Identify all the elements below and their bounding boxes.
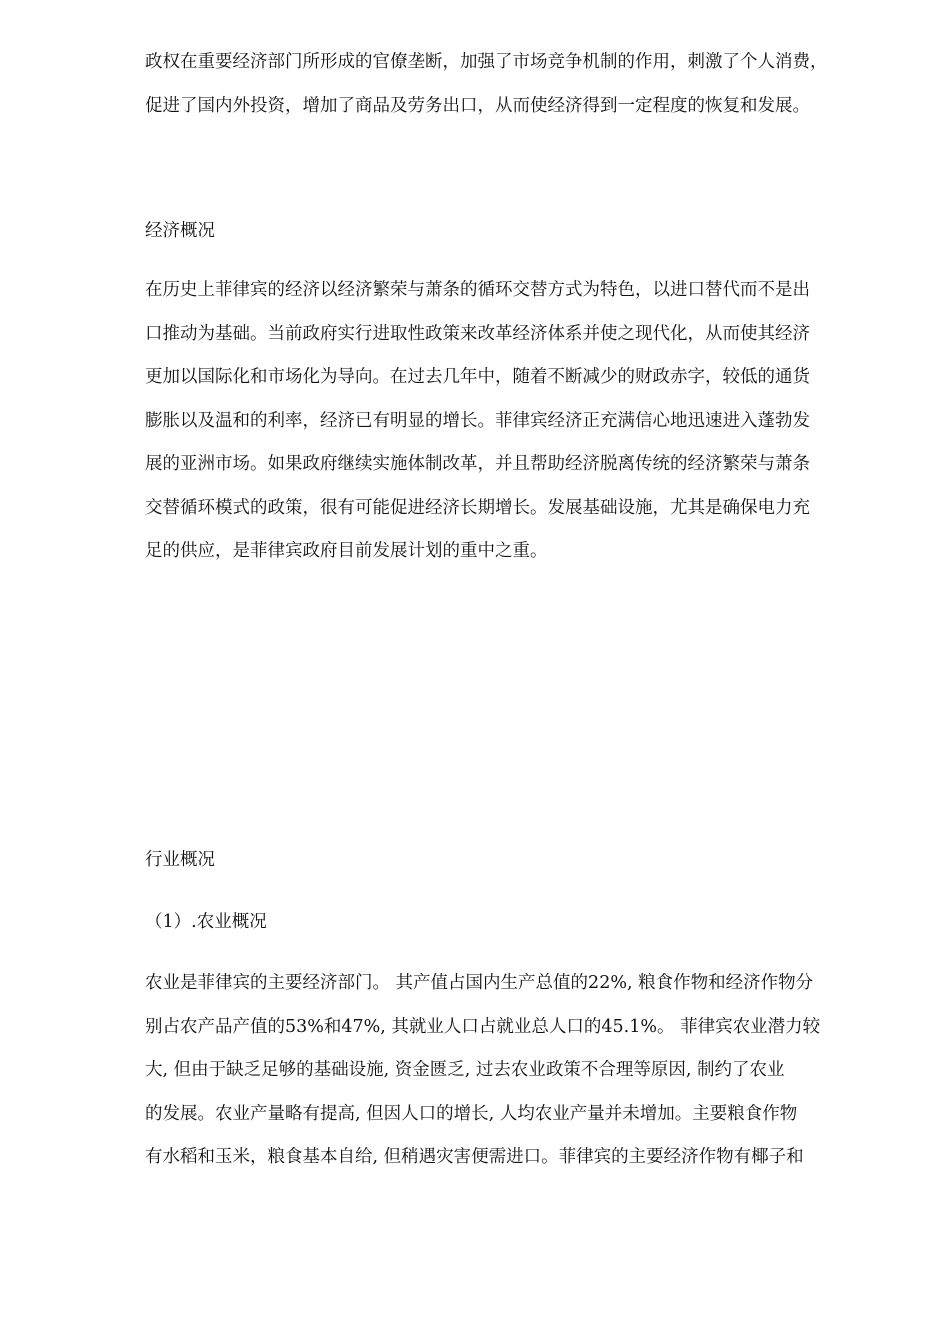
paragraph-line: 口推动为基础。当前政府实行进取性政策来改革经济体系并使之现代化，从而使其经济 [145,323,810,344]
paragraph-line: 政权在重要经济部门所形成的官僚垄断，加强了市场竞争机制的作用，刺激了个人消费， [145,52,828,72]
economy-paragraph [145,269,885,574]
paragraph-line: 展的亚洲市场。如果政府继续实施体制改革，并且帮助经济脱离传统的经济繁荣与萧条 [145,454,810,474]
paragraph-line: 交替循环模式的政策，很有可能促进经济长期增长。发展基础设施，尤其是确保电力充 [145,497,810,518]
paragraph-line: 大, 但由于缺乏足够的基础设施, 资金匮乏, 过去农业政策不合理等原因, 制约了农业 [145,1060,785,1080]
intro-paragraph [145,41,885,128]
paragraph-line: 有水稻和玉米，粮食基本自给, 但稍遇灾害便需进口。菲律宾的主要经济作物有椰子和 [145,1147,804,1167]
section-heading-industry: 行业概况 [145,850,215,870]
paragraph-line: 农业是菲律宾的主要经济部门。 其产值占国内生产总值的22%, 粮食作物和经济作物分 [145,973,814,993]
paragraph-line: 在历史上菲律宾的经济以经济繁荣与萧条的循环交替方式为特色，以进口替代而不是出 [145,280,810,300]
paragraph-line: 膨胀以及温和的利率，经济已有明显的增长。菲律宾经济正充满信心地迅速进入蓬勃发 [145,410,810,431]
subsection-heading-agriculture: （1）.农业概况 [145,912,267,932]
paragraph-line: 促进了国内外投资，增加了商品及劳务出口，从而使经济得到一定程度的恢复和发展。 [145,95,810,116]
paragraph-line: 足的供应，是菲律宾政府目前发展计划的重中之重。 [145,541,548,561]
paragraph-line: 别占农产品产值的53%和47%, 其就业人口占就业总人口的45.1%。 菲律宾农业潜力较 [145,1016,821,1037]
paragraph-line: 的发展。农业产量略有提高, 但因人口的增长, 人均农业产量并未增加。主要粮食作物 [145,1103,798,1124]
agriculture-paragraph [145,962,885,1180]
paragraph-line: 更加以国际化和市场化为导向。在过去几年中，随着不断减少的财政赤字，较低的通货 [145,367,810,387]
section-heading-economy: 经济概况 [145,221,215,241]
